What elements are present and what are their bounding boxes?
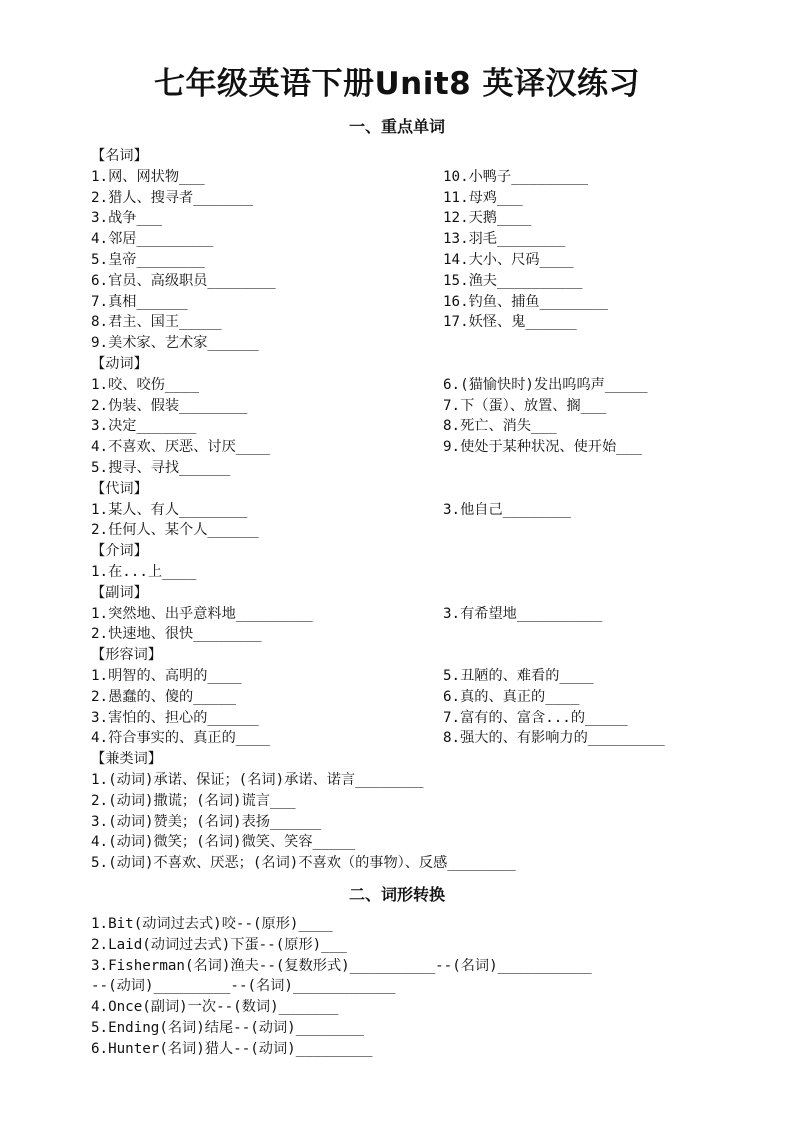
question-item: 1.(动词)承诺、保证；(名词)承诺、诺言________ [91, 771, 424, 788]
category-header-pronouns: 【代词】 [91, 480, 148, 497]
word-form-item: 2.Laid(动词过去式)下蛋--(原形)___ [91, 936, 347, 953]
question-item: 4.(动词)微笑；(名词)微笑、笑容_____ [91, 834, 356, 851]
question-row [91, 791, 711, 812]
question-row [91, 562, 711, 583]
question-item: 16.钓鱼、捕鱼________ [443, 293, 608, 310]
question-item: 11.母鸡___ [443, 189, 523, 206]
question-item: 3.(动词)赞美；(名词)表扬______ [91, 813, 322, 830]
question-row [91, 437, 711, 458]
question-item: 7.富有的、富含...的_____ [443, 709, 628, 726]
question-item: 9.使处于某种状况、使开始___ [443, 439, 642, 456]
word-form-item: --(动词)_________--(名词)____________ [91, 978, 396, 995]
question-item: 2.愚蠢的、傻的_____ [91, 688, 236, 705]
section-title-word-forms: 二、词形转换 [348, 885, 445, 904]
question-row [91, 458, 711, 479]
question-item: 6.(猫愉快时)发出呜呜声_____ [443, 376, 648, 393]
question-item: 5.皇帝________ [91, 251, 205, 268]
question-item: 8.君主、国王_____ [91, 314, 222, 331]
question-item: 5.(动词)不喜欢、厌恶；(名词)不喜欢（的事物）、反感________ [91, 855, 516, 872]
question-item: 7.下（蛋）、放置、搁___ [443, 397, 607, 414]
question-row [91, 271, 711, 292]
question-row [91, 812, 711, 833]
question-row [91, 375, 711, 396]
question-item: 10.小鸭子_________ [443, 168, 589, 185]
question-row [91, 853, 711, 874]
question-item: 1.突然地、出乎意料地_________ [91, 605, 313, 622]
question-row [91, 500, 711, 521]
question-item: 5.搜寻、寻找______ [91, 459, 231, 476]
question-item: 2.猎人、搜寻者_______ [91, 189, 253, 206]
question-item: 7.真相______ [91, 293, 188, 310]
word-form-item: 5.Ending(名词)结尾--(动词)________ [91, 1019, 365, 1036]
key-words-section [91, 146, 711, 874]
question-item: 4.不喜欢、厌恶、讨厌____ [91, 439, 270, 456]
question-item: 1.明智的、高明的____ [91, 667, 242, 684]
word-form-item: 1.Bit(动词过去式)咬--(原形)____ [91, 916, 333, 932]
question-item: 8.死亡、消失___ [443, 418, 557, 435]
question-item: 3.害怕的、担心的______ [91, 709, 259, 726]
question-item: 1.网、网状物___ [91, 168, 205, 185]
category-header-nouns: 【名词】 [91, 148, 148, 164]
question-item: 3.有希望地__________ [443, 605, 603, 622]
word-form-item: 6.Hunter(名词)猎人--(动词)_________ [91, 1040, 373, 1057]
question-item: 1.在...上____ [91, 563, 197, 580]
question-item: 4.符合事实的、真正的____ [91, 730, 270, 747]
question-row [91, 333, 711, 354]
question-item: 3.决定_______ [91, 418, 197, 435]
question-row [91, 624, 711, 645]
question-row [91, 416, 711, 437]
question-row [91, 832, 711, 853]
question-row [91, 292, 711, 313]
question-item: 8.强大的、有影响力的_________ [443, 730, 665, 747]
question-item: 17.妖怪、鬼______ [443, 314, 577, 331]
question-item: 5.丑陋的、难看的____ [443, 667, 594, 684]
question-row [91, 728, 711, 749]
question-row [91, 770, 711, 791]
word-forms-section [91, 914, 711, 1060]
word-form-item: 4.Once(副词)一次--(数词)_______ [91, 999, 339, 1016]
category-header-adjectives: 【形容词】 [91, 647, 162, 664]
question-item: 6.真的、真正的____ [443, 688, 580, 705]
question-row [91, 188, 711, 209]
question-row [91, 229, 711, 250]
page-title: 七年级英语下册Unit8 英译汉练习 [153, 66, 641, 102]
question-item: 13.羽毛________ [443, 231, 566, 248]
question-item: 3.战争___ [91, 210, 163, 227]
section-title-key-words: 一、重点单词 [348, 117, 445, 136]
question-item: 1.某人、有人________ [91, 501, 248, 518]
question-row [91, 520, 711, 541]
question-row [91, 687, 711, 708]
question-row [91, 708, 711, 729]
question-item: 12.天鹅____ [443, 210, 532, 227]
question-row [91, 250, 711, 271]
question-item: 9.美术家、艺术家______ [91, 335, 259, 352]
question-row [91, 396, 711, 417]
question-item: 2.(动词)撒谎；(名词)谎言___ [91, 792, 296, 809]
question-item: 4.邻居_________ [91, 231, 214, 248]
category-header-multi: 【兼类词】 [91, 751, 162, 768]
category-header-verbs: 【动词】 [91, 355, 148, 372]
question-row [91, 604, 711, 625]
question-item: 6.官员、高级职员________ [91, 272, 276, 289]
question-row [91, 312, 711, 333]
question-item: 15.渔夫__________ [443, 272, 583, 289]
word-form-item: 3.Fisherman(名词)渔夫--(复数形式)__________--(名词)___________ [91, 957, 592, 974]
category-header-prepositions: 【介词】 [91, 543, 148, 560]
question-row [91, 208, 711, 229]
question-item: 2.快速地、很快________ [91, 626, 262, 643]
question-row [91, 167, 711, 188]
question-item: 14.大小、尺码____ [443, 251, 574, 268]
question-item: 3.他自己________ [443, 501, 571, 518]
category-header-adverbs: 【副词】 [91, 584, 148, 601]
question-item: 1.咬、咬伤____ [91, 376, 199, 393]
question-item: 2.伪装、假装________ [91, 397, 248, 414]
question-item: 2.任何人、某个人______ [91, 522, 259, 539]
question-row [91, 666, 711, 687]
